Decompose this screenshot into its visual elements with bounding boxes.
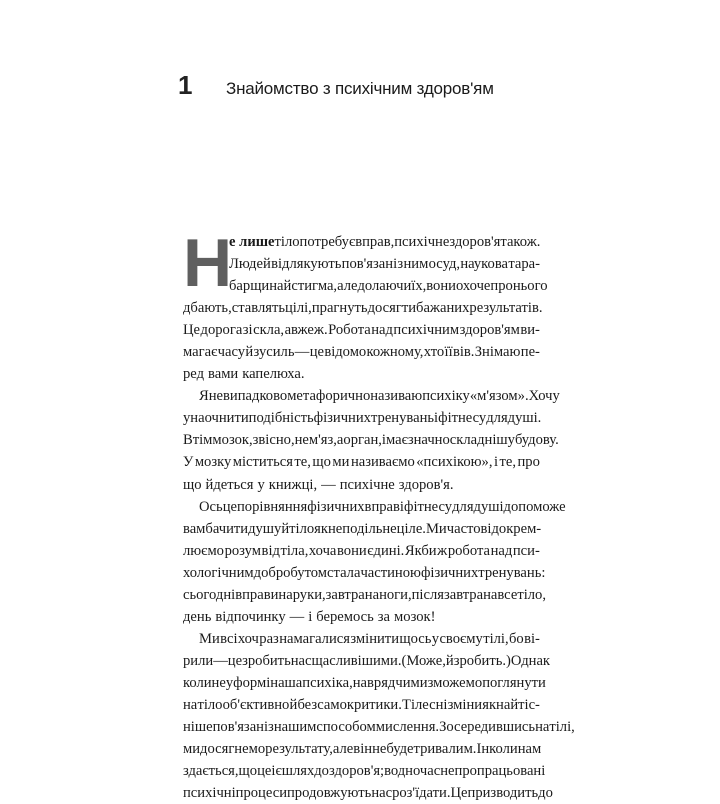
word: ж — [437, 542, 448, 559]
word: на — [183, 696, 198, 713]
word: об'єктивно — [222, 696, 290, 713]
word: день — [183, 608, 212, 625]
word: робота — [447, 542, 490, 559]
word: фітнесу — [438, 410, 487, 427]
word: здається, — [183, 763, 239, 780]
word: магає — [183, 344, 218, 361]
word: тіло — [289, 520, 315, 537]
word: відокрем- — [480, 520, 542, 537]
word: і — [308, 608, 313, 625]
word: пов'язані — [212, 719, 269, 736]
text-line — [183, 628, 540, 650]
word: бачити — [205, 520, 249, 537]
word: орган, — [343, 432, 382, 449]
word: відлякують — [271, 256, 342, 273]
word: е лише — [229, 234, 275, 250]
word: зможемо — [427, 674, 483, 691]
word: міститься — [232, 454, 293, 471]
word: її — [444, 344, 453, 361]
word: Ми — [199, 630, 220, 647]
text-line — [183, 540, 540, 562]
word: пов'язані — [341, 256, 398, 273]
word: як — [314, 520, 328, 537]
word: здоров'ям — [459, 322, 520, 339]
word: порівняння — [236, 498, 308, 515]
word: скла, — [253, 322, 285, 339]
word: хоча — [308, 542, 337, 559]
word: подібність — [248, 410, 314, 427]
word: пе- — [520, 344, 540, 361]
word: нас — [371, 785, 393, 802]
text-line — [183, 451, 540, 473]
word: — — [289, 608, 305, 625]
text-line — [183, 407, 540, 429]
text-line — [183, 341, 540, 363]
word: і — [434, 410, 439, 427]
word: — — [321, 476, 336, 493]
word: нього — [512, 278, 548, 295]
word: з — [268, 719, 274, 736]
word: наша — [270, 674, 303, 691]
word: книжці, — [268, 476, 318, 493]
word: й — [445, 652, 454, 669]
word: м'яз, — [308, 432, 337, 449]
word: фізичних — [307, 498, 365, 515]
word: хто — [423, 344, 445, 361]
text-line — [183, 429, 559, 451]
word: буде — [386, 741, 414, 758]
word: відпочинку — [215, 608, 286, 625]
word: до — [314, 763, 329, 780]
word: досягти — [367, 300, 417, 317]
word: частиною — [360, 564, 421, 581]
word: раз — [259, 630, 279, 647]
word: вправи — [235, 586, 279, 603]
word: Людей — [229, 256, 271, 273]
word: післязавтра — [411, 586, 484, 603]
word: досягнемо — [200, 741, 266, 758]
word: способом — [316, 719, 376, 736]
word: непропрацьовані — [440, 763, 546, 780]
word: «психікою», — [416, 454, 493, 471]
word: намагалися — [279, 630, 350, 647]
word: ви- — [520, 322, 540, 339]
word: Знімаю — [474, 344, 521, 361]
word: (Може, — [401, 652, 446, 669]
word: і — [493, 454, 499, 471]
word: ставлять — [231, 300, 285, 317]
word: тара- — [508, 256, 540, 273]
word: складнішу — [449, 432, 515, 449]
word: хоч — [237, 630, 259, 647]
word: коли — [183, 674, 212, 691]
chapter-header — [178, 70, 494, 101]
word: розум — [224, 542, 261, 559]
word: фізичних — [420, 564, 479, 581]
chapter-number: 1 — [178, 70, 193, 100]
word: психічне — [339, 476, 395, 493]
word: охоче — [455, 278, 491, 295]
word: й — [289, 696, 298, 713]
word: ред — [183, 366, 205, 383]
word: зі — [242, 322, 253, 339]
word: прагнуть — [311, 300, 368, 317]
word: називаю — [370, 388, 423, 405]
word: руки, — [292, 586, 326, 603]
word: Втім — [183, 432, 213, 449]
word: й — [283, 278, 292, 295]
word: він — [353, 741, 373, 758]
word: мозок! — [394, 608, 436, 625]
text-line — [183, 650, 551, 672]
word: потребує — [299, 234, 356, 250]
word: вони — [336, 542, 367, 559]
word: здоров'я — [449, 234, 501, 250]
word: — — [294, 344, 310, 361]
text-line — [183, 275, 548, 297]
word: ним — [403, 256, 429, 273]
word: шлях — [281, 763, 315, 780]
word: призводить — [467, 785, 539, 802]
word: вами — [208, 366, 239, 383]
word: Інколи — [476, 741, 518, 758]
word: йдеться — [205, 476, 254, 493]
word: тренувань: — [478, 564, 546, 581]
word: для — [452, 498, 474, 515]
word: Ось — [199, 498, 223, 515]
chapter-title: Знайомство з психічним здоров'ям — [226, 79, 494, 98]
word: ві- — [524, 630, 540, 647]
text-line — [183, 253, 540, 275]
word: психіка, — [302, 674, 353, 691]
word: фітнесу — [403, 498, 453, 515]
word: пси- — [512, 542, 540, 559]
word: поглянути — [482, 674, 546, 691]
word: має — [385, 432, 408, 449]
word: звісно, — [252, 432, 295, 449]
text-line — [183, 562, 546, 584]
word: тіло, — [517, 586, 546, 603]
word: у — [431, 630, 440, 647]
word: Хочу — [528, 388, 560, 405]
word: що — [312, 454, 331, 471]
word: стала — [327, 564, 361, 581]
body-text — [183, 225, 575, 804]
word: метафорично — [287, 388, 371, 405]
word: але — [332, 741, 354, 758]
word: про — [517, 454, 540, 471]
word: також. — [500, 234, 541, 250]
word: на — [364, 586, 380, 603]
word: не — [294, 432, 309, 449]
word: психічні — [183, 785, 236, 802]
word: а — [336, 432, 344, 449]
word: всі — [220, 630, 238, 647]
word: у — [225, 674, 234, 691]
word: зробить — [242, 652, 291, 669]
word: все — [497, 586, 518, 603]
word: чи — [395, 674, 411, 691]
text-line — [183, 363, 540, 385]
word: мозок, — [212, 432, 253, 449]
word: допоможе — [503, 498, 566, 515]
word: на — [278, 586, 293, 603]
word: це — [227, 652, 243, 669]
word: ми — [410, 674, 428, 691]
text-line — [183, 716, 575, 738]
word: ноги, — [379, 586, 412, 603]
word: змінити — [350, 630, 399, 647]
text-line — [183, 319, 540, 341]
word: Я — [199, 388, 209, 405]
word: тіло — [197, 696, 223, 713]
word: якнайтіс- — [482, 696, 540, 713]
word: будову. — [514, 432, 559, 449]
word: не — [372, 741, 387, 758]
word: самокритики. — [317, 696, 402, 713]
word: і — [381, 432, 386, 449]
word: над — [490, 542, 513, 559]
word: щось — [399, 630, 432, 647]
word: бо — [509, 630, 524, 647]
word: зміни — [447, 696, 483, 713]
word: ми — [332, 454, 350, 471]
word: сьогодні — [183, 586, 236, 603]
word: те, — [294, 454, 311, 471]
word: й — [245, 344, 254, 361]
word: цілі, — [284, 300, 312, 317]
word: формі — [233, 674, 271, 691]
word: вправ, — [355, 234, 395, 250]
word: продовжують — [287, 785, 372, 802]
word: до — [538, 785, 553, 802]
word: Якби — [404, 542, 437, 559]
word: що — [183, 476, 202, 493]
word: тілі, — [549, 719, 575, 736]
word: Це — [450, 785, 468, 802]
word: мислення. — [375, 719, 440, 736]
word: У — [183, 454, 194, 471]
word: капелюха. — [242, 366, 305, 383]
word: тривалим. — [413, 741, 477, 758]
word: Це — [183, 322, 201, 339]
word: результату, — [265, 741, 333, 758]
text-line — [183, 782, 553, 804]
word: неподільне — [327, 520, 397, 537]
word: за — [377, 608, 391, 625]
word: унаочнити — [183, 410, 249, 427]
word: стигма, — [291, 278, 338, 295]
word: на — [483, 586, 498, 603]
text-line — [183, 584, 546, 606]
word: долаючи — [357, 278, 412, 295]
word: не — [211, 674, 226, 691]
word: але — [337, 278, 358, 295]
word: що — [238, 763, 258, 780]
word: це — [222, 498, 237, 515]
word: нашим — [273, 719, 317, 736]
word: добробутом — [253, 564, 328, 581]
word: щасливішими. — [311, 652, 402, 669]
word: є — [275, 763, 282, 780]
word: нас — [290, 652, 312, 669]
word: ми — [183, 741, 201, 758]
word: не — [208, 388, 224, 405]
word: їх, — [411, 278, 427, 295]
word: зробить.) — [453, 652, 511, 669]
word: душі. — [507, 410, 542, 427]
word: осуд, — [428, 256, 461, 273]
text-line — [183, 231, 540, 253]
word: ціле. — [396, 520, 426, 537]
word: психіку — [422, 388, 470, 405]
word: рили — [183, 652, 214, 669]
word: навряд — [352, 674, 396, 691]
word: відомо — [324, 344, 367, 361]
word: це — [309, 344, 324, 361]
word: Ми — [425, 520, 447, 537]
word: Зосередившись — [439, 719, 536, 736]
word: тренувань — [370, 410, 435, 427]
word: для — [486, 410, 508, 427]
word: своєму — [439, 630, 483, 647]
word: тілі, — [483, 630, 509, 647]
word: тіла, — [280, 542, 309, 559]
word: завтра — [325, 586, 365, 603]
word: це — [257, 763, 272, 780]
word: від — [261, 542, 280, 559]
text-line — [183, 606, 540, 628]
word: наукова — [460, 256, 509, 273]
word: роз'їдати. — [392, 785, 451, 802]
word: кожному, — [366, 344, 424, 361]
word: люємо — [183, 542, 224, 559]
word: випадково — [223, 388, 288, 405]
word: фізичних — [313, 410, 371, 427]
word: й — [281, 520, 290, 537]
word: дбають, — [183, 300, 232, 317]
word: часу — [217, 344, 246, 361]
word: душі — [473, 498, 504, 515]
text-line — [183, 297, 543, 319]
word: Робота — [328, 322, 371, 339]
text-line — [183, 474, 540, 496]
word: процеси — [235, 785, 287, 802]
word: Тілесні — [402, 696, 448, 713]
word: водночас — [384, 763, 441, 780]
word: над — [371, 322, 393, 339]
text-line — [183, 385, 560, 407]
text-line — [183, 760, 546, 782]
word: авжеж. — [284, 322, 328, 339]
text-line — [183, 694, 540, 716]
word: тіло — [274, 234, 300, 250]
word: часто — [446, 520, 481, 537]
word: значно — [407, 432, 450, 449]
word: — — [213, 652, 228, 669]
word: і — [399, 498, 404, 515]
word: «м'язом». — [469, 388, 529, 405]
word: бажаних — [416, 300, 470, 317]
word: психічне — [394, 234, 450, 250]
word: результатів. — [469, 300, 543, 317]
word: зусиль — [253, 344, 295, 361]
paragraph-lines — [183, 225, 575, 804]
word: здоров'я. — [398, 476, 454, 493]
word: про — [490, 278, 513, 295]
text-line — [183, 672, 546, 694]
word: без — [297, 696, 318, 713]
word: вправ — [364, 498, 400, 515]
word: Однак — [510, 652, 551, 669]
word: на — [535, 719, 550, 736]
word: здоров'я; — [328, 763, 385, 780]
word: у — [257, 476, 265, 493]
word: мозку — [194, 454, 232, 471]
word: душу — [248, 520, 282, 537]
word: нам — [517, 741, 542, 758]
word: єдині. — [367, 542, 405, 559]
word: вів. — [452, 344, 475, 361]
drop-cap: Н — [183, 225, 233, 301]
word: називаємо — [350, 454, 415, 471]
word: те, — [499, 454, 517, 471]
word: вам — [183, 520, 206, 537]
text-line — [183, 738, 540, 760]
word: психічним — [393, 322, 460, 339]
word: барщина — [229, 278, 284, 295]
word: хологічним — [183, 564, 254, 581]
text-line — [183, 518, 540, 540]
word: вони — [426, 278, 456, 295]
word: беремось — [316, 608, 374, 625]
word: з — [397, 256, 404, 273]
word: ніше — [183, 719, 213, 736]
word: і — [271, 763, 276, 780]
word: дорога — [200, 322, 243, 339]
text-line — [183, 496, 566, 518]
